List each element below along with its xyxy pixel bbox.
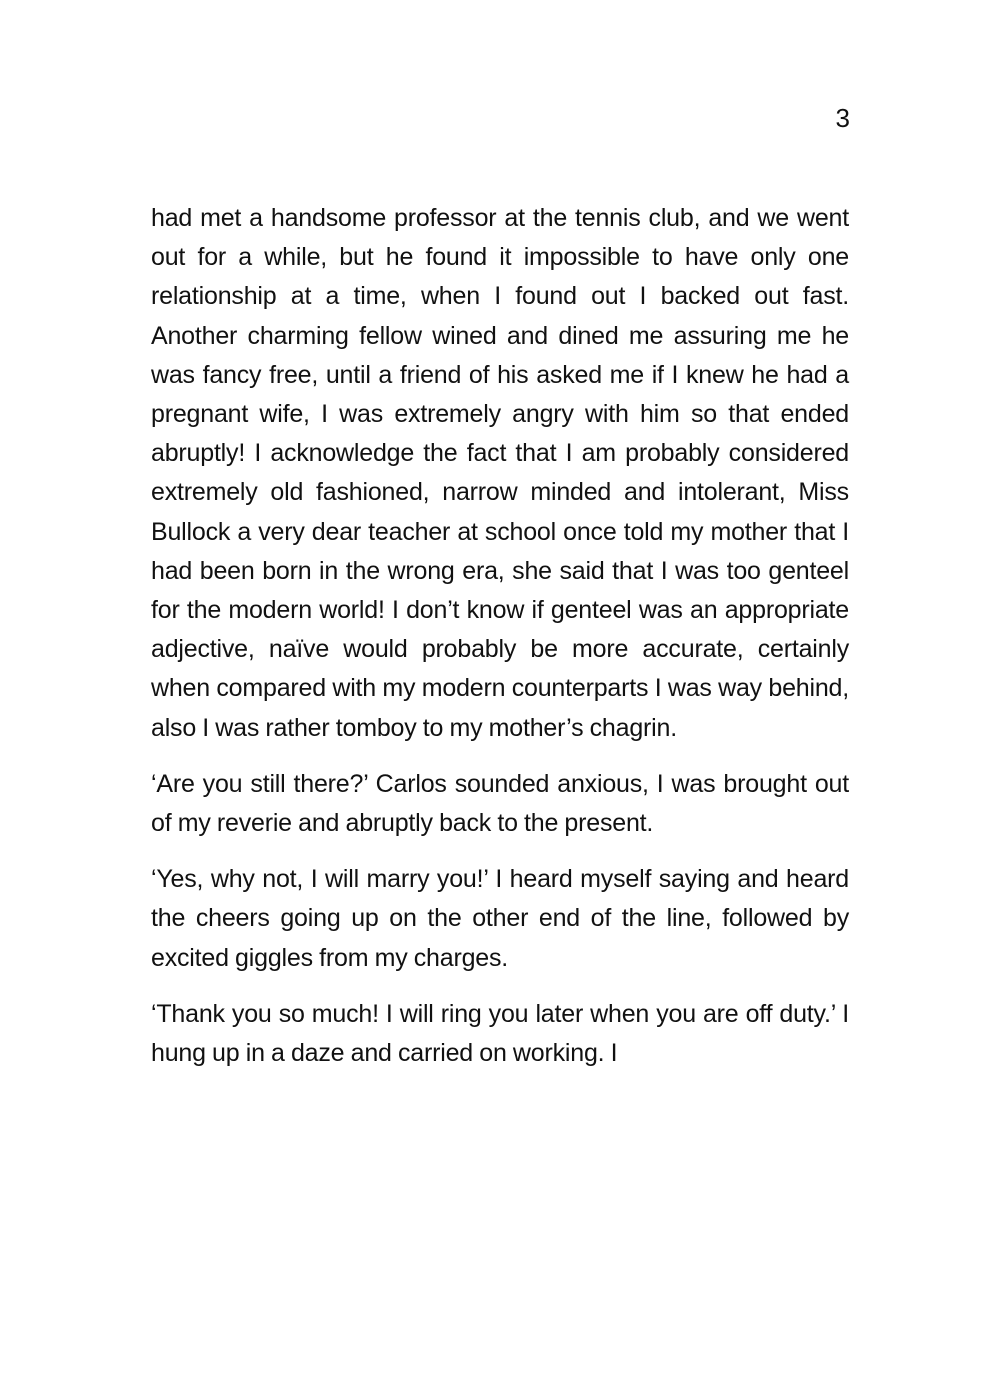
page-number: 3	[835, 103, 850, 133]
paragraph: ‘Thank you so much! I will ring you later when you are off duty.’ I hung up in a daze and carried on working. I	[151, 999, 849, 1068]
body-text	[151, 199, 849, 1090]
paragraph: ‘Yes, why not, I will marry you!’ I heard myself saying and heard the cheers going up on the other end of the line, followed by excited giggles from my charges.	[151, 865, 849, 972]
paragraph: ‘Are you still there?’ Carlos sounded anxious, I was brought out of my reverie and abruptly back to the present.	[151, 769, 849, 838]
paragraph: had met a handsome professor at the tennis club, and we went out for a while, but he found it impossible to have only one relationship at a time, when I found out I backed out fast. Another charming fellow wined and dined me assuring me he was fancy free, until a friend of his asked me if I knew he had a pregnant wife, I was extremely angry with him so that ended abruptly! I acknowledge the fact that I am probably considered extremely old fashioned, narrow minded and intolerant, Miss Bullock a very dear teacher at school once told my mother that I had been born in the wrong era, she said that I was too genteel for the modern world! I don’t know if genteel was an appropriate adjective, naïve would probably be more accurate, certainly when compared with my modern counterparts I was way behind, also I was rather tomboy to my mother’s chagrin.	[151, 204, 849, 742]
